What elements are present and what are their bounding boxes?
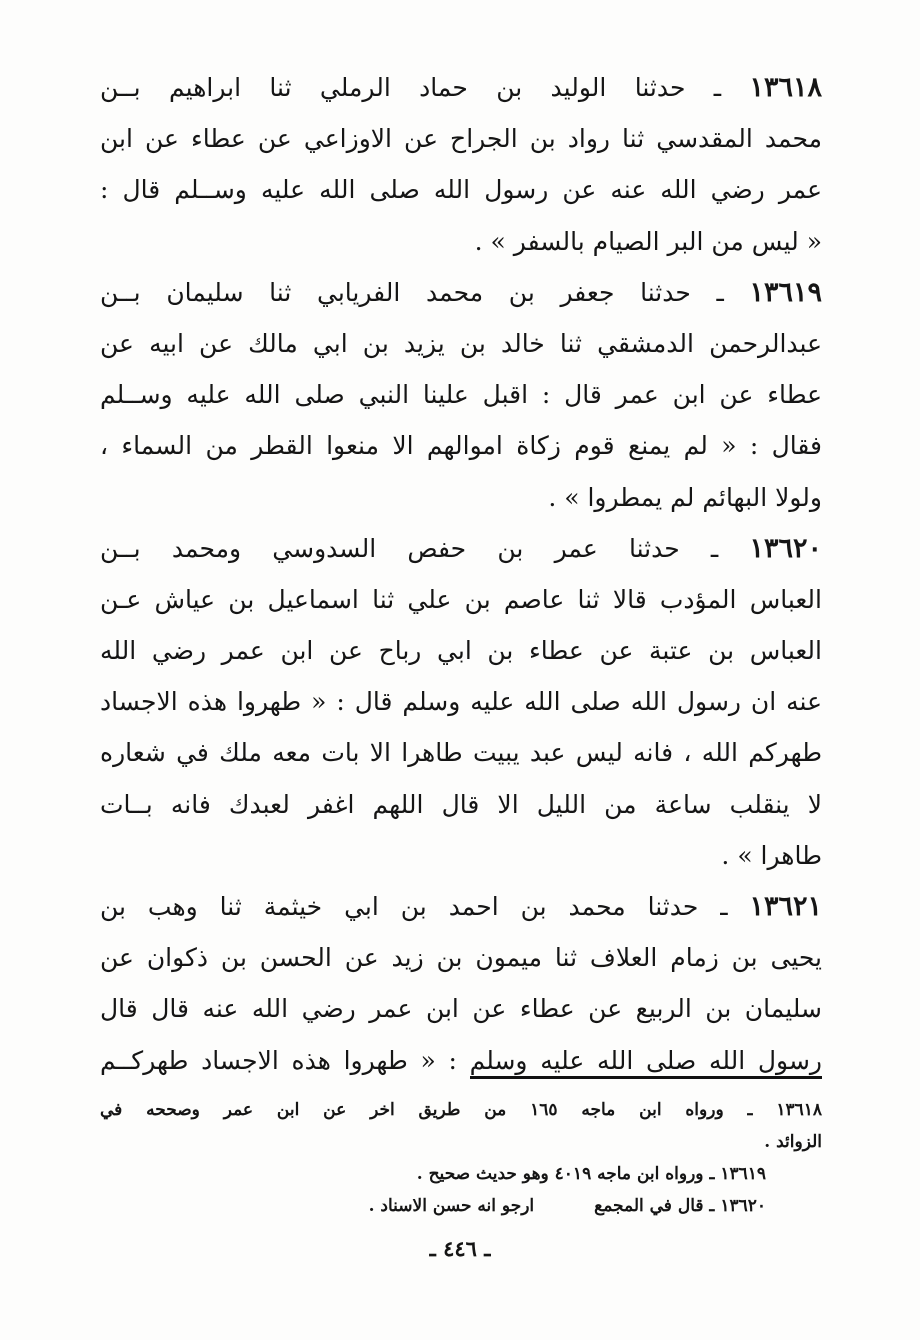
footnote-divider — [470, 1076, 822, 1079]
body-line — [100, 113, 822, 164]
line-text: يحيى بن زمام العلاف ثنا ميمون بن زيد عن الحسن بن ذكوان عن — [100, 943, 822, 973]
body-line — [100, 420, 822, 471]
body-line — [100, 574, 822, 625]
body-line — [100, 62, 822, 113]
body-line — [100, 779, 822, 830]
body-line — [100, 830, 822, 881]
line-text: ـ حدثنا محمد بن احمد بن ابي خيثمة ثنا وهب بن — [100, 892, 750, 921]
line-text: عمر رضي الله عنه عن رسول الله صلى الله عليه وســلم قال : — [100, 175, 822, 205]
body-line — [100, 983, 822, 1034]
line-text: العباس المؤدب قالا ثنا عاصم بن علي ثنا اسماعيل بن عياش عـن — [100, 584, 822, 614]
line-text: عنه ان رسول الله صلى الله عليه وسلم قال : « طهروا هذه الاجساد — [100, 687, 822, 717]
line-text: محمد المقدسي ثنا رواد بن الجراح عن الاوزاعي عن عطاء عن ابن — [100, 124, 822, 154]
body-line — [100, 267, 822, 318]
line-text: فقال : « لم يمنع قوم زكاة اموالهم الا منعوا القطر من السماء ، — [100, 431, 822, 461]
hadith-number: ١٣٦٢٠ — [749, 532, 822, 564]
hadith-number: ١٣٦٢١ — [749, 891, 822, 922]
footnote-line: ١٣٦١٩ ـ ورواه ابن ماجه ٤٠١٩ وهو حديث صحيح . — [416, 1164, 766, 1184]
line-text: ـ حدثنا عمر بن حفص السدوسي ومحمد بــن — [100, 533, 750, 563]
footnote-line — [100, 1190, 822, 1222]
line-text: طهركم الله ، فانه ليس عبد يبيت طاهرا الا بات معه ملك في شعاره — [100, 738, 822, 768]
hadith-number: ١٣٦١٩ — [749, 276, 822, 308]
footnote-source: ١٣٦٢٠ ـ قال في المجمع — [594, 1196, 766, 1216]
body-line — [100, 932, 822, 983]
hadith-body — [100, 62, 822, 1086]
footnote-line: ١٣٦١٨ ـ ورواه ابن ماجه ١٦٥ من طريق اخر عن ابن عمر وصححه في — [100, 1100, 822, 1120]
line-text: طاهرا » . — [721, 840, 822, 870]
hadith-number: ١٣٦١٨ — [749, 72, 822, 103]
footnote-line: الزوائد . — [764, 1132, 822, 1152]
footnotes — [100, 1094, 822, 1222]
body-line — [100, 472, 822, 523]
line-text: عطاء عن ابن عمر قال : اقبل علينا النبي صلى الله عليه وســلم — [100, 380, 822, 410]
page-number: ـ ٤٤٦ ـ — [429, 1236, 491, 1261]
line-text: « ليس من البر الصيام بالسفر » . — [474, 226, 822, 256]
line-text: سليمان بن الربيع عن عطاء عن ابن عمر رضي الله عنه قال قال — [100, 994, 822, 1024]
footnote-grade: ارجو انه حسن الاسناد . — [368, 1196, 535, 1216]
line-text: لا ينقلب ساعة من الليل الا قال اللهم اغفر لعبدك فانه بــات — [100, 789, 822, 819]
line-text: ولولا البهائم لم يمطروا » . — [548, 482, 822, 512]
body-line — [100, 625, 822, 676]
body-line — [100, 727, 822, 778]
line-text: العباس بن عتبة عن عطاء بن ابي رباح عن ابن عمر رضي الله — [100, 636, 822, 666]
body-line — [100, 164, 822, 215]
line-text: ـ حدثنا جعفر بن محمد الفريابي ثنا سليمان بــن — [100, 277, 750, 307]
body-line — [100, 369, 822, 420]
body-line — [100, 676, 822, 727]
line-text: ـ حدثنا الوليد بن حماد الرملي ثنا ابراهيم بــن — [100, 73, 750, 102]
line-text: عبدالرحمن الدمشقي ثنا خالد بن يزيد بن ابي مالك عن ابيه عن — [100, 328, 822, 358]
body-line — [100, 523, 822, 574]
line-text: رسول الله صلى الله عليه وسلم : « طهروا هذه الاجساد طهركــم — [100, 1045, 822, 1075]
body-line — [100, 318, 822, 369]
body-line — [100, 881, 822, 932]
body-line — [100, 216, 822, 267]
